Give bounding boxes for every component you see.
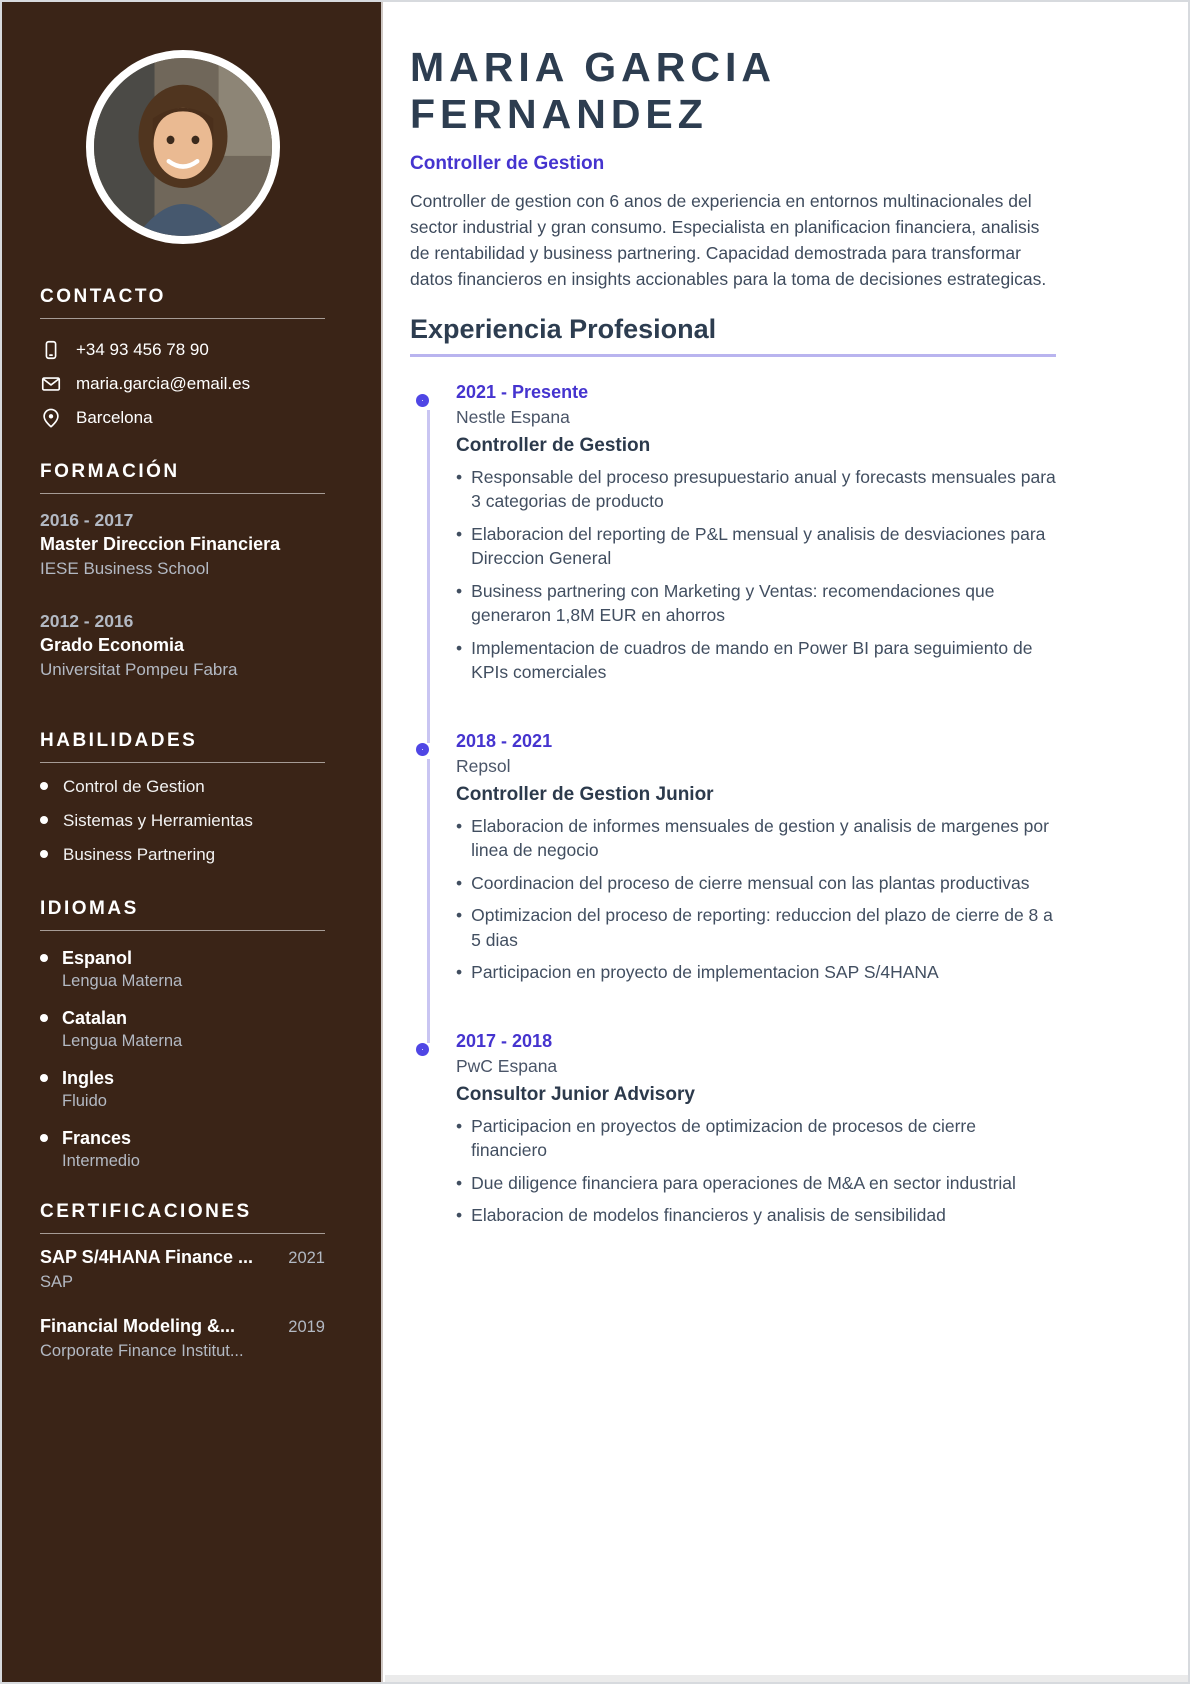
candidate-name: MARIA GARCIA FERNANDEZ [410,44,775,137]
language-item [40,1008,325,1051]
skill-item [40,777,325,797]
language-name: Ingles [62,1068,115,1089]
certification-item [40,1316,325,1361]
experience-company: Repsol [456,755,511,776]
section-divider [40,762,325,763]
experience-bullets [456,814,1056,985]
language-level: Lengua Materna [62,1032,183,1051]
bullet-dot [40,954,48,962]
experience-bullet: • Participacion en proyectos de optimizacion de procesos de cierre financiero [456,1114,1056,1163]
experience-bullet: • Elaboracion de informes mensuales de gestion y analisis de margenes por linea de negocio [456,814,1056,863]
experience-bullet: • Business partnering con Marketing y Ventas: recomendaciones que generaron 1,8M EUR en ahorros [456,579,1056,628]
education-item [40,611,325,680]
certification-issuer: Corporate Finance Institut... [40,1342,244,1361]
language-level: Intermedio [62,1152,140,1171]
language-name: Catalan [62,1008,128,1029]
language-item [40,1128,325,1171]
experience-company: Nestle Espana [456,406,570,427]
skill-label: Business Partnering [63,845,216,865]
timeline-marker-icon [416,743,429,756]
experience-entry [410,731,1056,985]
bullet-dot [40,1134,48,1142]
education-school: Universitat Pompeu Fabra [40,660,238,680]
bullet-dot [40,850,48,858]
contact-section [40,286,325,429]
experience-bullet: • Responsable del proceso presupuestario anual y forecasts mensuales para 3 categorias de producto [456,465,1056,514]
certification-year: 2019 [288,1318,325,1337]
section-divider [40,930,325,931]
contact-email-row [40,373,325,395]
page-bottom-edge [385,1675,1188,1682]
contact-email-text: maria.garcia@email.es [76,374,251,393]
contact-phone-row [40,339,325,361]
language-name: Frances [62,1128,132,1149]
skill-item [40,845,325,865]
certification-year: 2021 [288,1249,325,1268]
experience-role: Consultor Junior Advisory [456,1083,695,1105]
experience-dates: 2017 - 2018 [456,1030,553,1051]
certification-issuer: SAP [40,1273,74,1292]
experience-entry [410,1031,1056,1228]
section-divider [40,318,325,319]
education-school: IESE Business School [40,559,210,579]
education-item [40,510,325,579]
profile-photo [86,50,280,244]
language-item [40,948,325,991]
certification-title: Financial Modeling &... [40,1316,236,1337]
skill-label: Sistemas y Herramientas [63,811,253,831]
contact-phone-text: +34 93 456 78 90 [76,340,209,359]
experience-dates: 2018 - 2021 [456,730,553,751]
section-divider [40,1233,325,1234]
main-content [383,2,1188,1682]
experience-timeline [410,382,1056,1228]
education-degree: Grado Economia [40,635,185,656]
contact-location-text: Barcelona [76,408,153,427]
experience-bullet: • Optimizacion del proceso de reporting: reduccion del plazo de cierre de 8 a 5 dias [456,903,1056,952]
profile-photo-placeholder [94,58,272,236]
skill-item [40,811,325,831]
experience-bullet: • Participacion en proyecto de implementacion SAP S/4HANA [456,960,1056,985]
timeline-marker-icon [416,394,429,407]
skills-heading: HABILIDADES [40,730,198,752]
experience-dates: 2021 - Presente [456,381,589,402]
education-dates: 2012 - 2016 [40,611,134,632]
experience-role: Controller de Gestion [456,434,651,456]
phone-icon [40,339,62,361]
skill-label: Control de Gestion [63,777,205,797]
experience-underline [410,354,1056,357]
education-section [40,461,325,680]
education-dates: 2016 - 2017 [40,510,134,530]
experience-bullet: • Coordinacion del proceso de cierre mensual con las plantas productivas [456,871,1056,896]
bullet-dot [40,816,48,824]
experience-bullet: • Elaboracion del reporting de P&L mensual y analisis de desviaciones para Direccion General [456,522,1056,571]
profile-summary: Controller de gestion con 6 anos de experiencia en entornos multinacionales del sector industrial y gran consumo. Especialista en planificacion financiera, analisis de rentabilidad y business partnering. Capacidad demostrada para transformar datos financieros en insights accionables para la toma de decisiones estrategicas. [410,191,1047,289]
bullet-dot [40,1014,48,1022]
language-name: Espanol [62,948,133,969]
contact-heading: CONTACTO [40,286,166,307]
education-heading: FORMACIÓN [40,461,180,482]
language-level: Lengua Materna [62,972,183,991]
languages-heading: IDIOMAS [40,898,139,920]
section-divider [40,493,325,494]
experience-bullets [456,465,1056,685]
contact-list [40,339,325,429]
experience-heading: Experiencia Profesional [410,313,717,344]
language-item [40,1068,325,1111]
sidebar [2,2,383,1682]
certification-title: SAP S/4HANA Finance ... [40,1247,254,1268]
candidate-job-title: Controller de Gestion [410,153,605,174]
contact-location-row [40,407,325,429]
location-icon [40,407,62,429]
skills-section [40,730,325,865]
experience-bullets [456,1114,1056,1228]
bullet-dot [40,1074,48,1082]
experience-bullet: • Elaboracion de modelos financieros y analisis de sensibilidad [456,1203,1056,1228]
bullet-dot [40,782,48,790]
email-icon [40,373,62,395]
experience-bullet: • Implementacion de cuadros de mando en Power BI para seguimiento de KPIs comerciales [456,636,1056,685]
experience-entry [410,382,1056,685]
experience-bullet: • Due diligence financiera para operaciones de M&A en sector industrial [456,1171,1056,1196]
certifications-heading: CERTIFICACIONES [40,1201,252,1223]
languages-section [40,898,325,1171]
experience-company: PwC Espana [456,1055,558,1076]
education-degree: Master Direccion Financiera [40,534,281,554]
certification-item [40,1247,325,1292]
experience-role: Controller de Gestion Junior [456,783,714,805]
timeline-marker-icon [416,1043,429,1056]
language-level: Fluido [62,1092,107,1111]
certifications-section [40,1201,325,1361]
